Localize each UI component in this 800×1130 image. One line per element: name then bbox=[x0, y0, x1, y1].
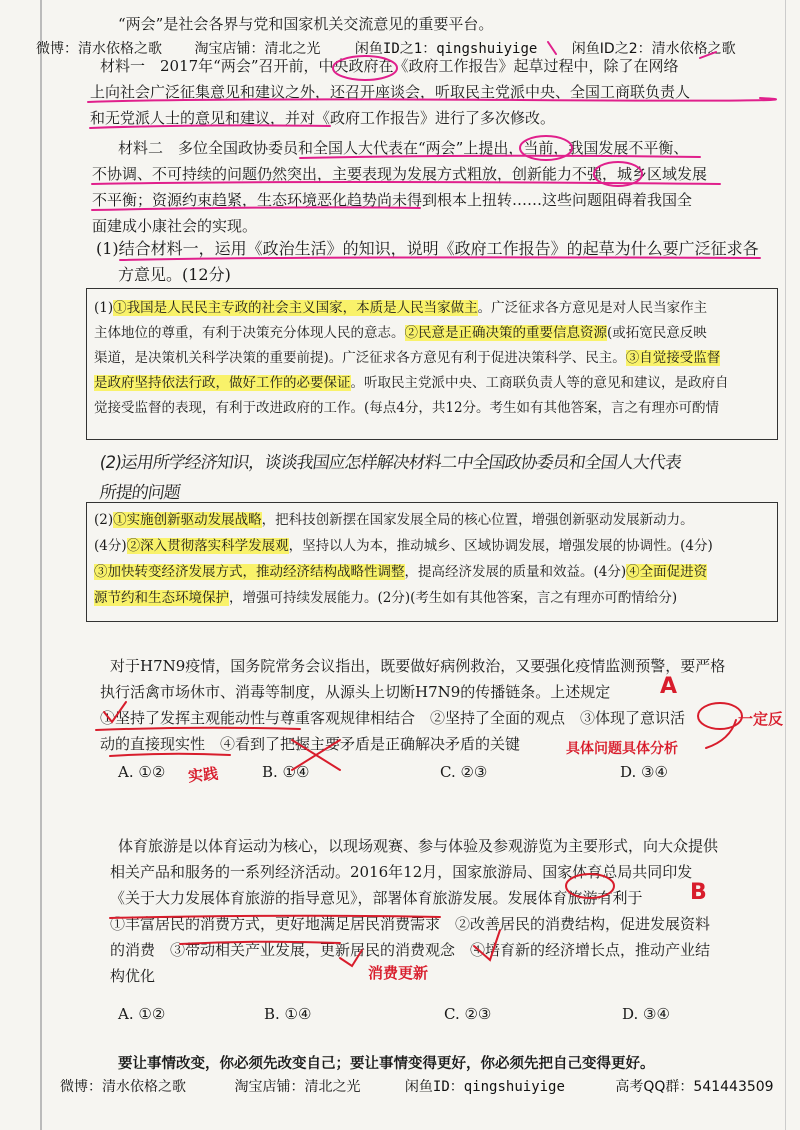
mcq2-choice-a[interactable]: A. ①② bbox=[118, 1005, 166, 1023]
answer1-point2: ②民意是正确决策的重要信息资源 bbox=[404, 325, 607, 341]
answer2-line1 bbox=[94, 508, 694, 533]
material2-line3: 不平衡；资源约束趋紧，生态环境恶化趋势尚未得到根本上扭转……这些问题阻碍着我国全 bbox=[92, 191, 693, 209]
answer1-line1 bbox=[94, 296, 707, 321]
answer1-point3: ③自觉接受监督 bbox=[625, 350, 721, 366]
answer2-score: (4分) bbox=[94, 538, 127, 554]
question1-line2: 方意见。(12分) bbox=[118, 265, 231, 284]
answer2-point4: ④全面促进资 bbox=[626, 564, 708, 580]
answer1-line2-text: 主体地位的尊重，有利于决策充分体现人民的意志。 bbox=[94, 325, 405, 341]
mcq1-options-line2: 动的直接现实性 ④看到了把握主要矛盾是正确解决矛盾的关键 bbox=[100, 735, 521, 753]
mcq2-stem-line3: 《关于大力发展体育旅游的指导意见》，部署体育旅游发展。发展体育旅游有利于 bbox=[110, 889, 643, 907]
mcq1-note-solve: 具体问题具体分析 bbox=[566, 741, 678, 757]
mcq2-answer-mark: B bbox=[690, 880, 707, 905]
material1-line3: 和无党派人士的意见和建议，并对《政府工作报告》进行了多次修改。 bbox=[90, 109, 556, 127]
watermark-bottom-taobao: 淘宝店铺：清北之光 bbox=[234, 1079, 361, 1095]
watermark-bottom bbox=[60, 1076, 774, 1096]
question1-line1: (1)结合材料一，运用《政治生活》的知识，说明《政府工作报告》的起草为什么要广泛征求各 bbox=[96, 239, 759, 258]
material2-line1: 材料二 多位全国政协委员和全国人大代表在“两会”上提出，当前，我国发展不平衡、 bbox=[118, 139, 689, 157]
mcq2-stem-line1: 体育旅游是以体育运动为核心，以现场观赛、参与体验及参观游览为主要形式，向大众提供 bbox=[118, 837, 719, 855]
mcq1-note-practice: 实践 bbox=[187, 764, 219, 786]
mcq1-choice-b[interactable]: B. ①④ bbox=[262, 763, 310, 781]
mcq2-stem-line2: 相关产品和服务的一系列经济活动。2016年12月，国家旅游局、国家体育总局共同印发 bbox=[110, 863, 693, 881]
material1-line1: 材料一 2017年“两会”召开前，中央政府在《政府工作报告》起草过程中，除了在网络 bbox=[100, 57, 679, 75]
answer1-line4 bbox=[94, 371, 729, 396]
mcq1-options-line1: ①坚持了发挥主观能动性与尊重客观规律相结合 ②坚持了全面的观点 ③体现了意识活 bbox=[100, 709, 686, 727]
mcq2-options-line2: 的消费 ③带动相关产业发展，更新居民的消费观念 ④培育新的经济增长点，推动产业结 bbox=[110, 941, 711, 959]
mcq2-choice-d[interactable]: D. ③④ bbox=[622, 1005, 670, 1023]
red-stroke bbox=[706, 720, 736, 748]
answer1-point3-cont: 是政府坚持依法行政，做好工作的必要保证 bbox=[94, 375, 351, 391]
answer2-point1: ①实施创新驱动发展战略 bbox=[113, 512, 262, 528]
watermark-taobao: 淘宝店铺：清北之光 bbox=[194, 41, 321, 57]
answer2-point3: ③加快转变经济发展方式，推动经济结构战略性调整 bbox=[94, 564, 405, 580]
motto: 要让事情改变，你必须先改变自己；要让事情变得更好，你必须先把自己变得更好。 bbox=[118, 1056, 655, 1072]
answer2-point2: ②深入贯彻落实科学发展观 bbox=[126, 538, 289, 554]
mcq2-note: 消费更新 bbox=[368, 964, 429, 982]
red-circle-opt3 bbox=[698, 703, 742, 729]
mcq1-stem-line2: 执行活禽市场休市、消毒等制度，从源头上切断H7N9的传播链条。上述规定 bbox=[100, 683, 611, 701]
answer1-line2 bbox=[94, 321, 707, 346]
answer1-line3-text: 渠道，是决策机关科学决策的重要前提)。广泛征求各方意见有利于促进决策科学、民主。 bbox=[94, 350, 626, 366]
material1-line2: 上向社会广泛征集意见和建议之外，还召开座谈会，听取民主党派中央、全国工商联负责人 bbox=[90, 83, 691, 101]
mcq2-choice-c[interactable]: C. ②③ bbox=[444, 1005, 492, 1023]
answer2-line4-rest: ，增强可持续发展能力。(2分)(考生如有其他答案，言之有理亦可酌情给分) bbox=[229, 590, 678, 606]
watermark-xianyu2: 闲鱼ID之2：清水依格之歌 bbox=[571, 41, 736, 57]
answer1-label: (1) bbox=[94, 300, 114, 316]
answer2-line4 bbox=[94, 586, 677, 611]
answer2-line2 bbox=[94, 534, 713, 559]
mcq1-choice-c[interactable]: C. ②③ bbox=[440, 763, 488, 781]
answer2-line3 bbox=[94, 560, 707, 585]
mcq1-choice-d[interactable]: D. ③④ bbox=[620, 763, 668, 781]
material2-line2: 不协调、不可持续的问题仍然突出，主要表现为发展方式粗放，创新能力不强，城乡区域发展 bbox=[92, 165, 708, 183]
page-edge bbox=[40, 0, 42, 1130]
mcq1-choice-a[interactable]: A. ①② bbox=[118, 763, 166, 781]
watermark-bottom-xianyu: 闲鱼ID：qingshuiyige bbox=[404, 1079, 565, 1095]
answer1-line2-rest: (或拓宽民意反映 bbox=[607, 325, 707, 341]
binding-line bbox=[785, 0, 786, 1130]
mcq2-options-line1: ①丰富居民的消费方式，更好地满足居民消费需求 ②改善居民的消费结构，促进发展资料 bbox=[110, 915, 711, 933]
answer1-line5: 觉接受监督的表现，有利于改进政府的工作。(每点4分，共12分。考生如有其他答案，言之有理亦可酌情 bbox=[94, 400, 720, 416]
answer2-line2-rest: ，坚持以人为本，推动城乡、区域协调发展，增强发展的协调性。(4分) bbox=[288, 538, 713, 554]
mcq1-stem-line1: 对于H7N9疫情，国务院常务会议指出，既要做好病例救治，又要强化疫情监测预警，要严格 bbox=[110, 657, 726, 675]
answer2-label: (2) bbox=[94, 512, 114, 528]
watermark-xianyu1: 闲鱼ID之1：qingshuiyige bbox=[354, 41, 538, 57]
watermark-weibo: 微博：清水依格之歌 bbox=[36, 41, 162, 57]
question2-handwritten-line2: 所提的问题 bbox=[98, 483, 182, 503]
page-title: “两会”是社会各界与党和国家机关交流意见的重要平台。 bbox=[118, 15, 494, 33]
answer1-point1: ①我国是人民民主专政的社会主义国家，本质是人民当家做主 bbox=[113, 300, 478, 316]
watermark-bottom-weibo: 微博：清水依格之歌 bbox=[60, 1079, 186, 1095]
answer2-line1-rest: ，把科技创新摆在国家发展全局的核心位置，增强创新驱动发展新动力。 bbox=[261, 512, 694, 528]
mcq2-choice-b[interactable]: B. ①④ bbox=[264, 1005, 312, 1023]
watermark-bottom-qq: 高考QQ群：541443509 bbox=[615, 1079, 774, 1095]
material2-line4: 面建成小康社会的实现。 bbox=[92, 217, 258, 235]
answer2-line3-rest: ，提高经济发展的质量和效益。(4分) bbox=[404, 564, 627, 580]
question2-handwritten-line1: (2)运用所学经济知识，谈谈我国应怎样解决材料二中全国政协委员和全国人大代表 bbox=[98, 453, 683, 473]
answer2-point4-cont: 源节约和生态环境保护 bbox=[94, 590, 229, 606]
answer1-line4-rest: 。听取民主党派中央、工商联负责人等的意见和建议，是政府自 bbox=[350, 375, 729, 391]
mcq1-note-right: 一定反 bbox=[738, 710, 784, 728]
mcq1-answer-mark: A bbox=[660, 674, 678, 699]
answer1-line3 bbox=[94, 346, 720, 371]
mcq2-options-line3: 构优化 bbox=[110, 967, 156, 985]
answer1-line1-rest: 。广泛征求各方意见是对人民当家作主 bbox=[477, 300, 708, 316]
